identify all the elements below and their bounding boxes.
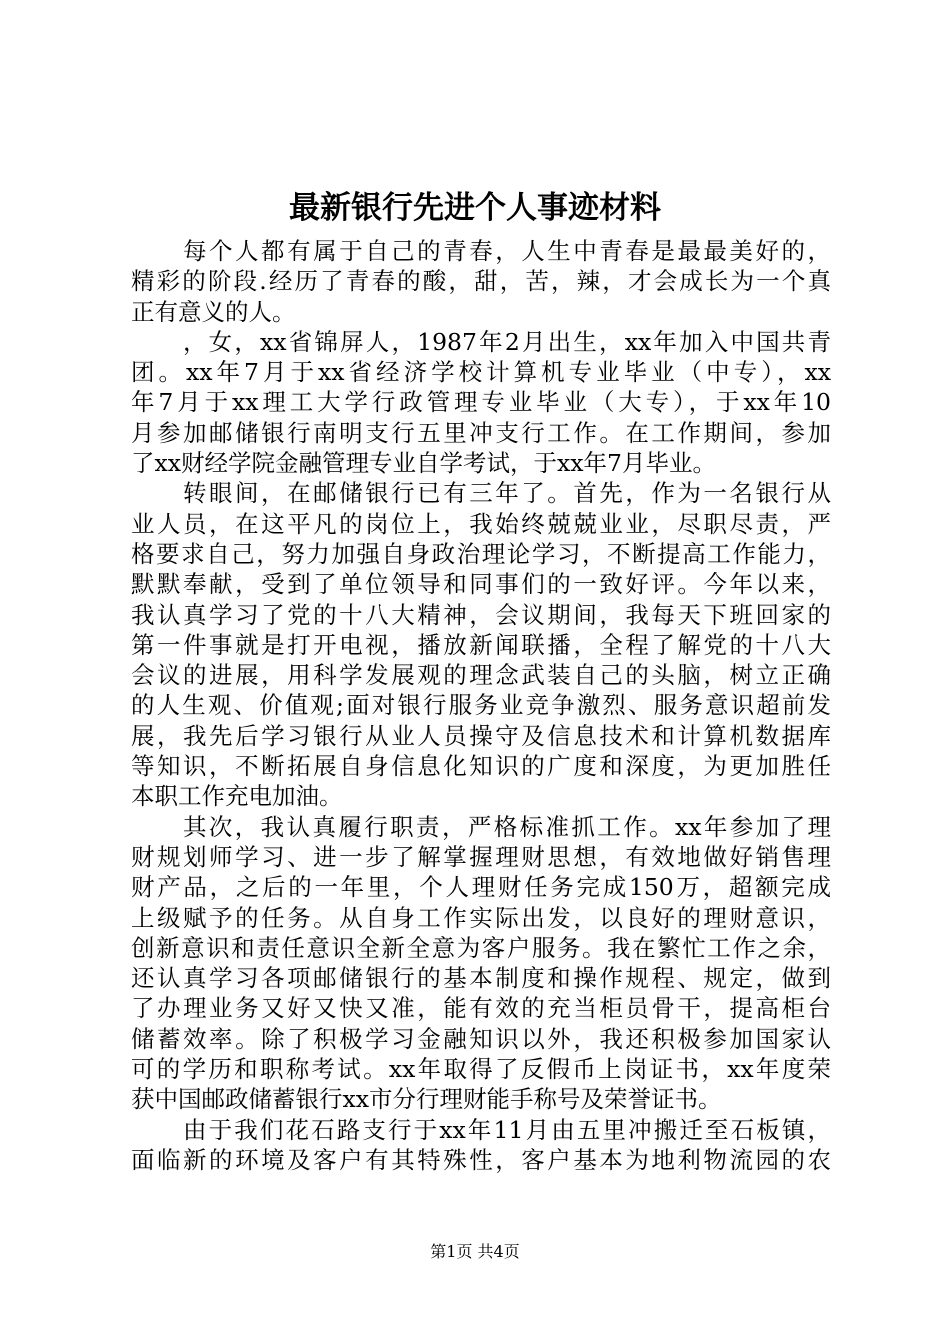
- text-line: 我认真学习了党的十八大精神，会议期间，我每天下班回家的: [131, 600, 831, 629]
- document-title: 最新银行先进个人事迹材料: [289, 190, 661, 226]
- paragraph: [131, 236, 831, 327]
- text-line: 展，我先后学习银行从业人员操守及信息技术和计算机数据库: [131, 721, 831, 750]
- text-line: 获中国邮政储蓄银行xx市分行理财能手称号及荣誉证书。: [131, 1085, 722, 1114]
- text-line: 财规划师学习、进一步了解掌握理财思想，有效地做好销售理: [131, 842, 831, 871]
- text-line: 等知识，不断拓展自身信息化知识的广度和深度，为更加胜任: [131, 752, 831, 781]
- text-line: 了办理业务又好又快又准，能有效的充当柜员骨干，提高柜台: [131, 994, 831, 1023]
- text-line: 还认真学习各项邮储银行的基本制度和操作规程、规定，做到: [131, 964, 831, 993]
- text-line: 财产品，之后的一年里，个人理财任务完成150万，超额完成: [131, 873, 831, 902]
- text-line: ，女，xx省锦屏人，1987年2月出生，xx年加入中国共青: [183, 327, 831, 356]
- text-line: 第一件事就是打开电视，播放新闻联播，全程了解党的十八大: [131, 630, 831, 659]
- text-line: 年7月于xx理工大学行政管理专业毕业（大专），于xx年10: [131, 388, 831, 417]
- text-line: 其次，我认真履行职责，严格标准抓工作。xx年参加了理: [183, 812, 831, 841]
- text-line: 创新意识和责任意识全新全意为客户服务。我在繁忙工作之余，: [131, 933, 831, 962]
- text-line: 转眼间，在邮储银行已有三年了。首先，作为一名银行从: [183, 479, 831, 508]
- text-line: 精彩的阶段.经历了青春的酸，甜，苦，辣，才会成长为一个真: [131, 267, 831, 296]
- text-line: 由于我们花石路支行于xx年11月由五里冲搬迁至石板镇，: [183, 1115, 831, 1144]
- text-line: 正有意义的人。: [131, 297, 296, 326]
- text-line: 面临新的环境及客户有其特殊性，客户基本为地利物流园的农: [131, 1145, 831, 1174]
- text-line: 默默奉献，受到了单位领导和同事们的一致好评。今年以来，: [131, 570, 831, 599]
- text-line: 上级赋予的任务。从自身工作实际出发，以良好的理财意识，: [131, 903, 831, 932]
- text-line: 可的学历和职称考试。xx年取得了反假币上岗证书，xx年度荣: [131, 1055, 831, 1084]
- text-line: 储蓄效率。除了积极学习金融知识以外，我还积极参加国家认: [131, 1024, 831, 1053]
- text-line: 了xx财经学院金融管理专业自学考试，于xx年7月毕业。: [131, 449, 716, 478]
- text-line: 的人生观、价值观;面对银行服务业竞争激烈、服务意识超前发: [131, 691, 831, 720]
- document-body: [131, 236, 831, 1175]
- page-footer: 第1页 共4页: [430, 1242, 520, 1261]
- paragraph: [131, 327, 831, 478]
- text-line: 业人员，在这平凡的岗位上，我始终兢兢业业，尽职尽责，严: [131, 509, 831, 538]
- text-line: 每个人都有属于自己的青春，人生中青春是最最美好的，: [183, 237, 831, 265]
- paragraph: [131, 812, 831, 1115]
- text-line: 团。xx年7月于xx省经济学校计算机专业毕业（中专），xx: [131, 358, 831, 387]
- paragraph: [131, 478, 831, 811]
- text-line: 月参加邮储银行南明支行五里冲支行工作。在工作期间，参加: [131, 418, 831, 447]
- paragraph: [131, 1115, 831, 1176]
- text-line: 会议的进展，用科学发展观的理念武装自己的头脑，树立正确: [131, 661, 831, 690]
- text-line: 格要求自己，努力加强自身政治理论学习，不断提高工作能力，: [131, 539, 831, 568]
- text-line: 本职工作充电加油。: [131, 782, 343, 811]
